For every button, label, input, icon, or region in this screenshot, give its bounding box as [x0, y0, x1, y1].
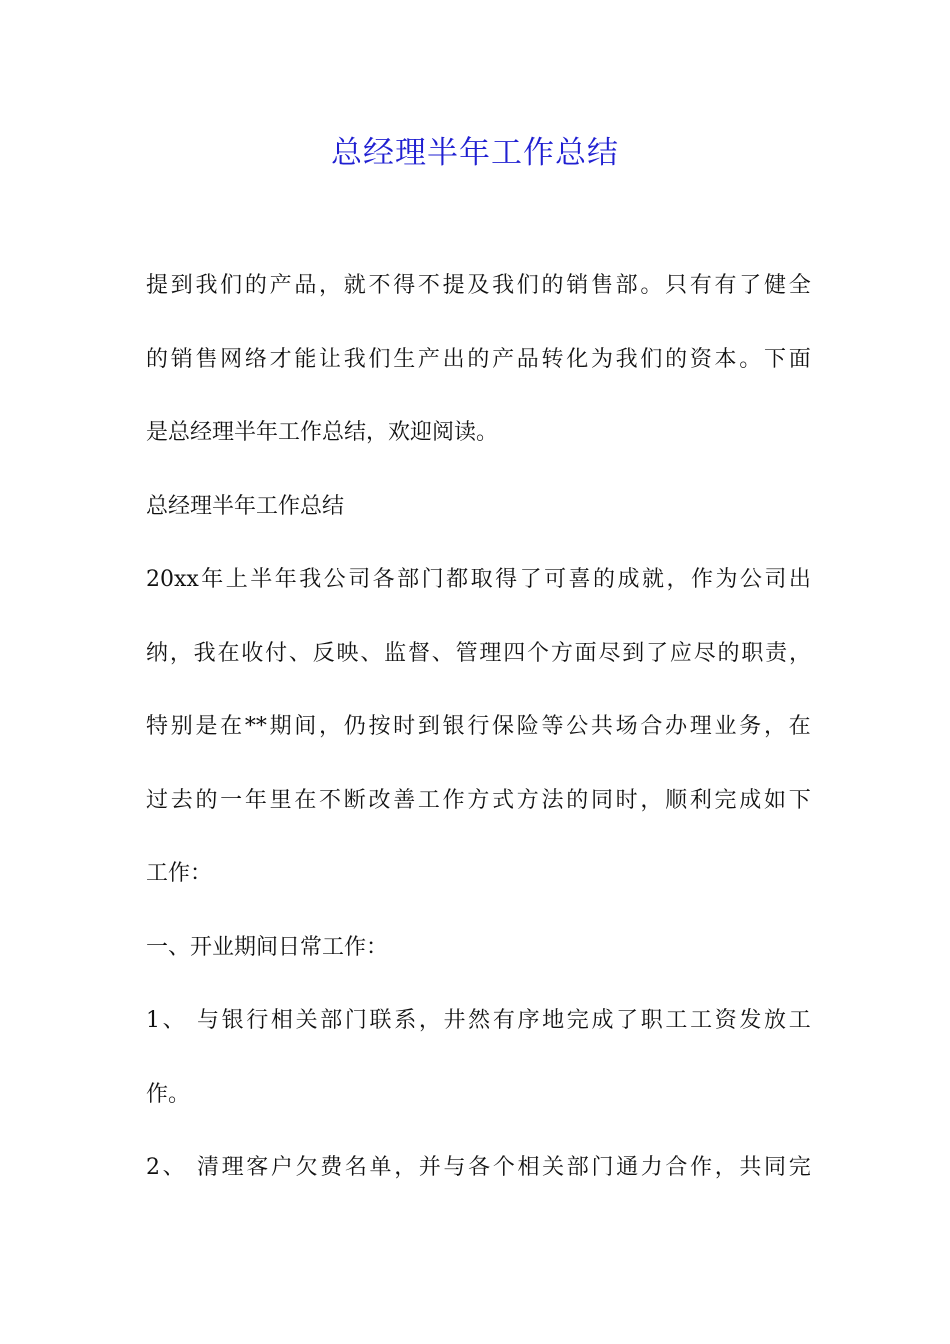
- document-title: 总经理半年工作总结: [331, 135, 619, 171]
- document-body: [146, 262, 811, 1218]
- text-line: 工作：: [146, 861, 213, 886]
- text-line: 总经理半年工作总结: [146, 493, 345, 519]
- text-line: 20xx 年 上 半 年 我 公 司 各 部 门 都 取 得 了 可 喜 的 成 就 ， 作 为 公 司 出: [146, 567, 811, 592]
- text-line: 纳 ， 我 在 收 付 、 反 映 、 监 督 、 管 理 四 个 方 面 尽 到 了 应 尽 的 职 责 ，: [146, 640, 811, 666]
- text-line: 提 到 我 们 的 产 品 ， 就 不 得 不 提 及 我 们 的 销 售 部 。 只 有 有 了 健 全: [146, 273, 811, 298]
- text-line: 特 别 是 在 ** 期 间 ， 仍 按 时 到 银 行 保 险 等 公 共 场 合 办 理 业 务 ， 在: [146, 714, 811, 739]
- text-line: 是总经理半年工作总结，欢迎阅读。: [146, 420, 499, 445]
- text-line: 2 、 清 理 客 户 欠 费 名 单 ， 并 与 各 个 相 关 部 门 通 力 合 作 ， 共 同 完: [146, 1155, 811, 1180]
- text-line: 1 、 与 银 行 相 关 部 门 联 系 ， 井 然 有 序 地 完 成 了 职 工 工 资 发 放 工: [146, 1008, 811, 1033]
- text-line: 的 销 售 网 络 才 能 让 我 们 生 产 出 的 产 品 转 化 为 我 们 的 资 本 。 下 面: [146, 346, 811, 372]
- text-line: 过 去 的 一 年 里 在 不 断 改 善 工 作 方 式 方 法 的 同 时 ， 顺 利 完 成 如 下: [146, 787, 811, 813]
- text-line: 一、开业期间日常工作：: [146, 934, 389, 960]
- text-line: 作。: [146, 1081, 191, 1107]
